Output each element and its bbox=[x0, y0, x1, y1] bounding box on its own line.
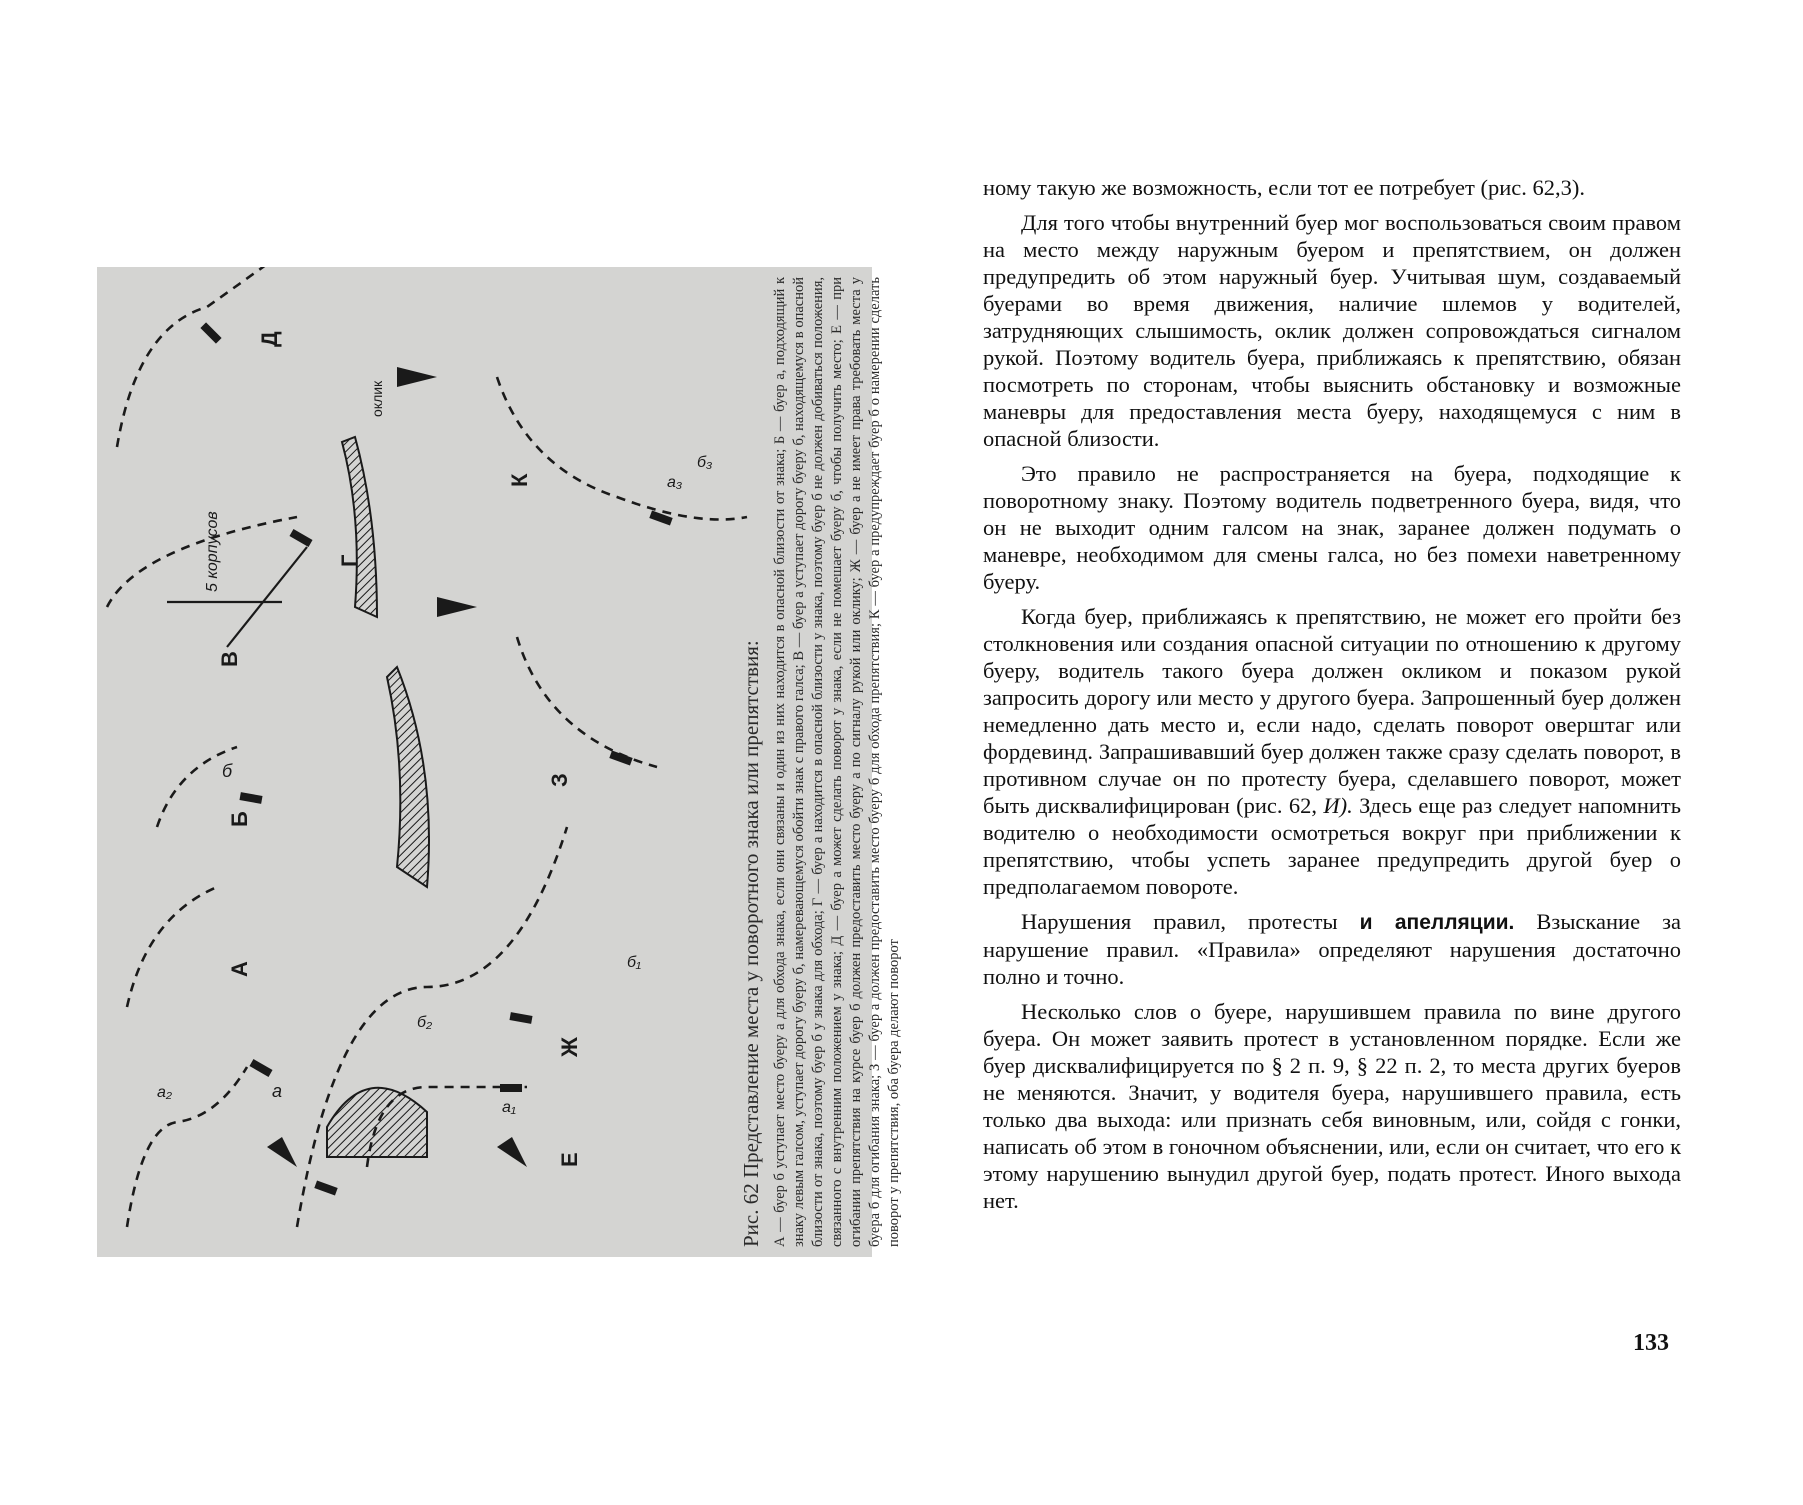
label-oklik: оклик bbox=[369, 380, 385, 417]
mark-arc-g bbox=[227, 547, 307, 647]
label-five-lengths: 5 корпусов bbox=[204, 511, 221, 592]
boat-a bbox=[249, 1059, 272, 1077]
section-heading-bold: и апелляции. bbox=[1359, 911, 1515, 934]
label-K: К bbox=[507, 473, 532, 487]
boat-e bbox=[509, 1012, 532, 1024]
label-E: Е bbox=[557, 1152, 582, 1167]
wind-arrow-a bbox=[267, 1137, 297, 1167]
paragraph-2: Для того чтобы внутренний буер мог воспользоваться своим правом на место между наружным буером и препятствием, он должен предупредить об этом наружный буер. Учитывая шум, создаваемый буерами во время движения, наличие шлемов у водителей, затрудняющих слышимость, оклик должен сопровождаться сигналом рукой. Поэтому водитель буера, приближаясь к препятствию, обязан посмотреть по сторонам, чтобы выяснить обстановку и возможные маневры для предоставления места буеру, находящемуся с ним в опасной близости. bbox=[983, 210, 1681, 451]
wind-arrow-z bbox=[437, 597, 477, 617]
paragraph-3: Это правило не распространяется на буера, подходящие к поворотному знаку. Поэтому водитель подветренного буера, видя, что он не выходит одним галсом на знак, заранее должен подумать о маневре, необходимом для смены галса, но без помехи наветренному буеру. bbox=[983, 461, 1681, 594]
figure-caption-body: А — буер б уступает место буеру а для обхода знака, если они связаны и один из них находится в опасной близости от знака; Б — буер а, подходящий к знаку левым галсом, уступает дорогу буеру б, намеревающемуся обойти знак с правого галса; В — буер а уступает дорогу буеру б, находящемуся в опасной близости от знака, поэтому буер б у знака для обхода; Г — буер а находится в опасной близости у знака, поэтому буер б не должен добиваться положения, связанного с внутренним положением у знака; Д — буер а может сделать поворот у знака, если не помешает буеру б, чтобы получить место; Е — при огибании препятствия на курсе буер б должен предоставить место буеру а по сигналу рукой или оклику; Ж — буер а не имеет права требовать места у буера б для огибания знака; З — буер а должен предоставить место буеру б для обхода препятствия; К — буер а предупреждает буер б о намерении сделать поворот у препятствия, оба буера делают поворот bbox=[772, 277, 902, 1247]
figure-caption bbox=[737, 277, 927, 1247]
boat-label-b1: б₁ bbox=[627, 954, 642, 971]
paragraph-5-post: Взыскание за нарушение правил. «Правила» определяют нарушения достаточно полно и точно. bbox=[983, 909, 1681, 989]
paragraph-5-pre: Нарушения правил, протесты bbox=[1021, 909, 1338, 934]
label-V: В bbox=[217, 651, 242, 667]
wind-arrow-e bbox=[497, 1137, 527, 1167]
course-a bbox=[127, 1067, 247, 1227]
boat-zh bbox=[500, 1084, 522, 1092]
obstacle-e bbox=[327, 1088, 427, 1157]
label-Zh: Ж bbox=[557, 1037, 582, 1057]
course-b bbox=[127, 887, 217, 1007]
text-column bbox=[983, 174, 1681, 1222]
course-k bbox=[497, 377, 747, 520]
boat-label-b3: б₃ bbox=[697, 454, 713, 471]
course-z bbox=[517, 637, 657, 767]
label-B: Б bbox=[227, 811, 252, 827]
course-d bbox=[117, 267, 277, 447]
paragraph-4 bbox=[983, 603, 1681, 900]
wind-arrow-k bbox=[397, 367, 437, 387]
label-A: А bbox=[227, 961, 252, 977]
paragraph-5 bbox=[983, 908, 1681, 990]
boat-d bbox=[200, 322, 221, 343]
figure-62 bbox=[97, 267, 902, 1257]
boat-v bbox=[239, 792, 262, 804]
label-G: Г bbox=[337, 554, 362, 567]
obstacle-z bbox=[387, 667, 429, 887]
boat-z bbox=[609, 750, 632, 765]
boat-g bbox=[289, 529, 312, 547]
boat-label-a2: а₂ bbox=[157, 1084, 172, 1101]
paragraph-4-end: Здесь еще раз следует напомнить водителю о необходимости осмотреться вокруг при приближении к препятствию, чтобы успеть заранее предупредить другой буер о предполагаемом повороте. bbox=[983, 793, 1681, 899]
boat-label-b: б bbox=[222, 761, 233, 781]
course-v bbox=[157, 747, 237, 827]
label-Z: З bbox=[547, 773, 572, 787]
paragraph-1: ному такую же возможность, если тот ее потребует (рис. 62,3). bbox=[983, 175, 1585, 200]
figure-caption-title: Рис. 62 Представление места у поворотного знака или препятствия: bbox=[739, 640, 763, 1247]
figure-ref-I: И). bbox=[1323, 793, 1353, 818]
boat-label-a3: а₃ bbox=[667, 474, 683, 491]
obstacle-k bbox=[342, 437, 377, 617]
boat-label-a1: а₁ bbox=[502, 1099, 516, 1116]
page-number: 133 bbox=[1633, 1330, 1669, 1356]
paragraph-6: Несколько слов о буере, нарушившем правила по вине другого буера. Он может заявить протест в установленном порядке. Если же буер дисквалифицируется по § 2 п. 9, § 22 п. 2, то места других буеров не меняются. Значит, у водителя буера, нарушившего правила, есть только два выхода: или признать себя виновным, или, сойдя с гонки, написать об этом в гоночном объяснении, или, если он считает, что его к этому нарушению вынудил другой буер, подать протест. Иного выхода нет. bbox=[983, 999, 1681, 1213]
boat-b bbox=[314, 1180, 337, 1195]
label-D: Д bbox=[257, 331, 282, 347]
paragraph-4-text: Когда буер, приближаясь к препятствию, не может его пройти без столкновения или создания опасной ситуации по отношению к другому буеру, водитель такого буера должен окликом и показом рукой запросить дорогу или место у другого буера. Запрошенный буер должен немедленно дать место и, если надо, сделать поворот оверштаг или фордевинд. Запрашивавший буер должен также сразу сделать поворот, в противном случае он по протесту буера, сделавшего поворот, может быть дисквалифицирован (рис. 62, bbox=[983, 604, 1681, 818]
boat-label-b2: б₂ bbox=[417, 1014, 433, 1031]
boat-label-a: а bbox=[272, 1081, 283, 1101]
